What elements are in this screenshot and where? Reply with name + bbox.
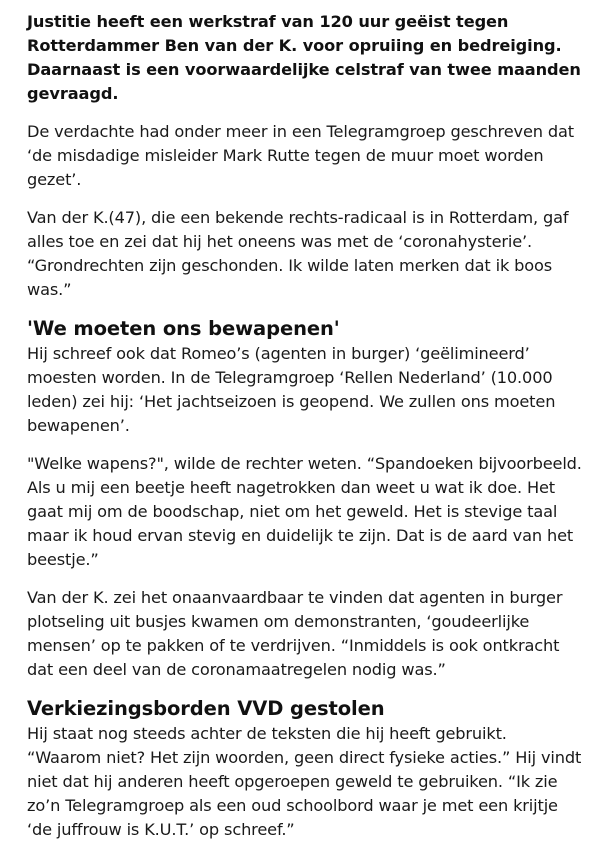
article-body: [27, 10, 583, 842]
article-paragraph: Hij staat nog steeds achter de teksten die hij heeft gebruikt. “Waarom niet? Het zijn woorden, geen direct fysieke acties.” Hij vindt niet dat hij anderen heeft opgeroepen geweld te gebruiken. “Ik zie zo’n Telegramgroep als een oud schoolbord waar je met een krijtje ‘de juffrouw is K.U.T.’ op schreef.”: [27, 724, 582, 839]
section-heading: Verkiezingsborden VVD gestolen: [27, 697, 385, 720]
article-paragraph: Van der K. zei het onaanvaardbaar te vinden dat agenten in burger plotseling uit busjes kwamen om demonstranten, ‘goudeerlijke mensen’ op te pakken of te verdrijven. “Inmiddels is ook ontkracht dat een deel van de coronamaatregelen nodig was.”: [27, 588, 563, 679]
article-paragraph: Van der K.(47), die een bekende rechts-radicaal is in Rotterdam, gaf alles toe en zei dat hij het oneens was met de ‘coronahysterie’. “Grondrechten zijn geschonden. Ik wilde laten merken dat ik boos was.”: [27, 208, 569, 299]
article-paragraph: De verdachte had onder meer in een Telegramgroep geschreven dat ‘de misdadige misleider Mark Rutte tegen de muur moet worden gezet’.: [27, 122, 574, 189]
article-intro: Justitie heeft een werkstraf van 120 uur geëist tegen Rotterdammer Ben van der K. voor opruiing en bedreiging. Daarnaast is een voorwaardelijke celstraf van twee maanden gevraagd.: [27, 12, 581, 103]
article-paragraph: "Welke wapens?", wilde de rechter weten. “Spandoeken bijvoorbeeld. Als u mij een beetje heeft nagetrokken dan weet u wat ik doe. Het gaat mij om de boodschap, niet om het geweld. Het is stevige taal maar ik houd ervan stevig en duidelijk te zijn. Dat is de aard van het beestje.”: [27, 454, 582, 569]
section-heading: 'We moeten ons bewapenen': [27, 317, 340, 340]
article-paragraph: Hij schreef ook dat Romeo’s (agenten in burger) ‘geëlimineerd’ moesten worden. In de Telegramgroep ‘Rellen Nederland’ (10.000 leden) zei hij: ‘Het jachtseizoen is geopend. We zullen ons moeten bewapenen’.: [27, 344, 556, 435]
